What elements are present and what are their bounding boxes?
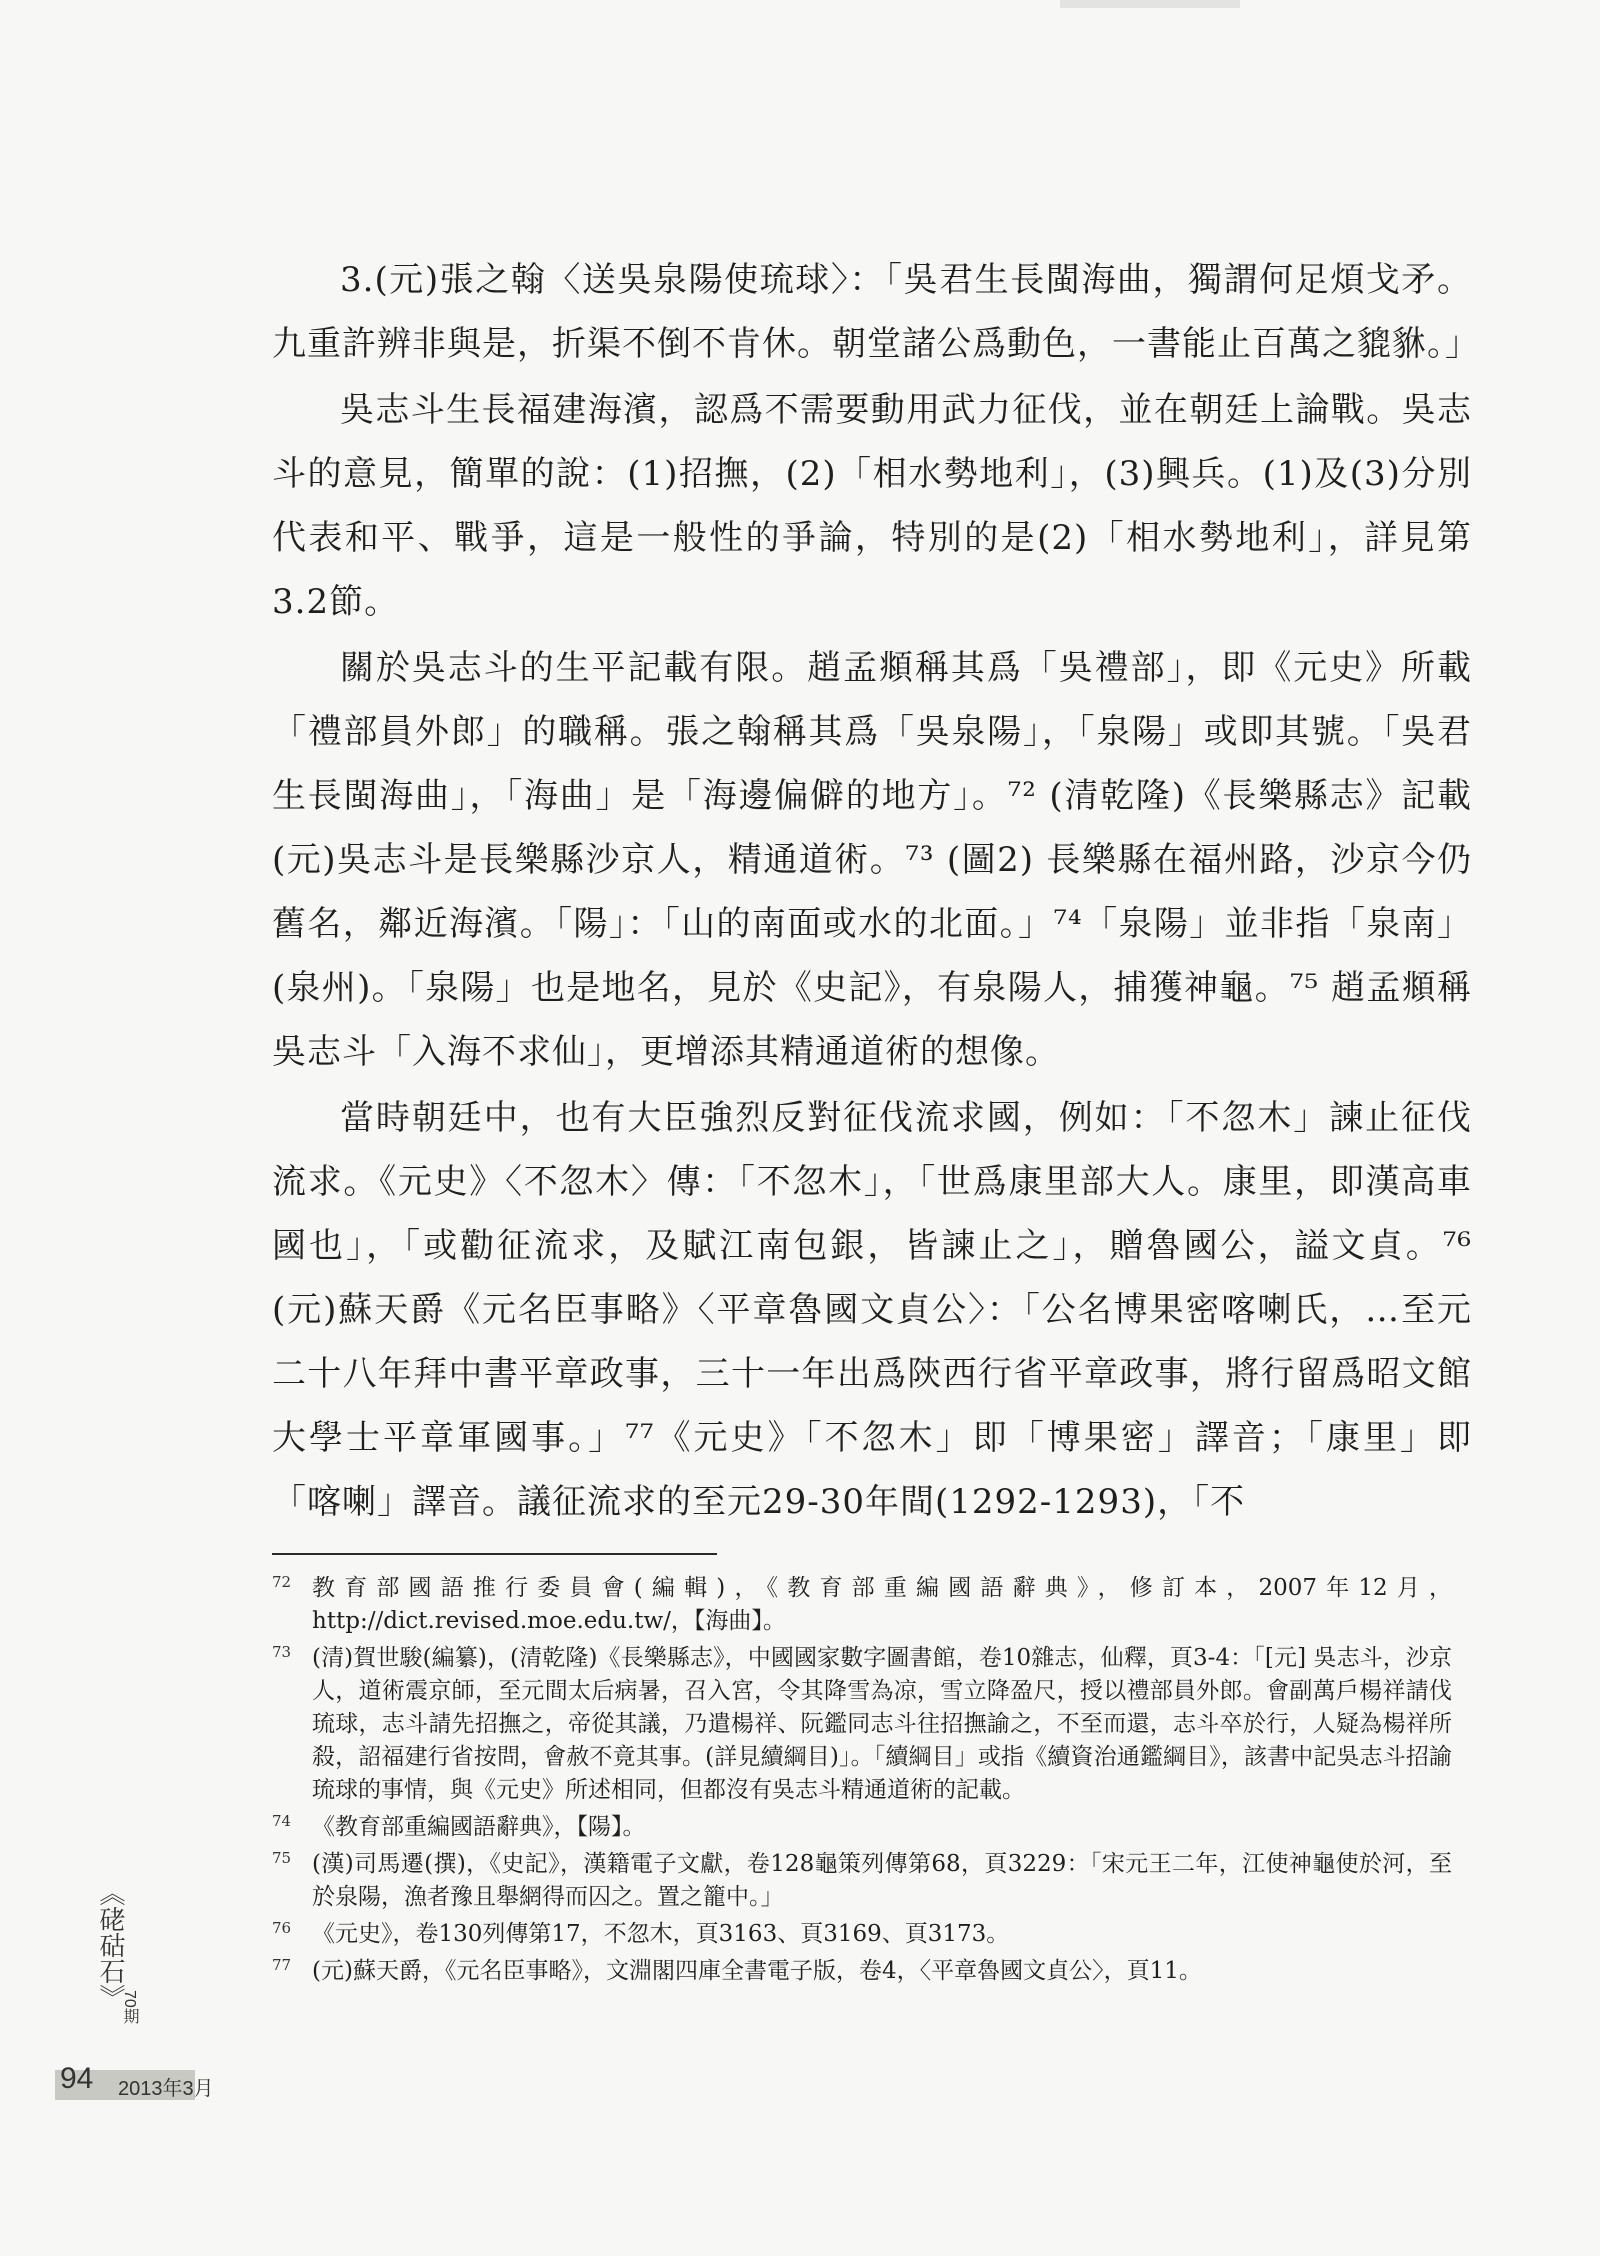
paragraph-2: 吳志斗生長福建海濱，認爲不需要動用武力征伐，並在朝廷上論戰。吳志斗的意見，簡單的說：(1)招撫，(2)「相水勢地利」，(3)興兵。(1)及(3)分別代表和平、戰爭，這是一般性的爭論，特別的是(2)「相水勢地利」，詳見第3.2節。	[272, 390, 1472, 622]
footnote-number: 73	[272, 1643, 292, 1661]
footnote-73	[272, 1642, 1452, 1807]
paragraph-1: 3.(元)張之翰〈送吳泉陽使琉球〉：「吳君生長閩海曲，獨謂何足煩戈矛。九重許辨非與是，折渠不倒不肯休。朝堂諸公爲動色，一書能止百萬之貔貅。」	[272, 260, 1480, 364]
footnote-text: 教育部國語推行委員會(編輯)，《教育部重編國語辭典》，修訂本，2007年12月，http://dict.revised.moe.edu.tw/，【海曲】。	[312, 1575, 1452, 1634]
scan-mark	[1060, 0, 1240, 8]
footnote-number: 72	[272, 1573, 292, 1591]
footnote-72	[272, 1572, 1452, 1638]
footnote-number: 77	[272, 1956, 292, 1974]
footnote-text: (漢)司馬遷(撰)，《史記》，漢籍電子文獻，卷128龜策列傳第68，頁3229：「宋元王二年，江使神龜使於河，至於泉陽，漁者豫且舉網得而囚之。置之籠中。」	[312, 1851, 1452, 1910]
footnote-text: 《元史》，卷130列傳第17，不忽木，頁3163、頁3169、頁3173。	[312, 1921, 1010, 1947]
footnote-divider	[272, 1553, 717, 1555]
footnote-number: 75	[272, 1849, 292, 1867]
paragraph-4: 當時朝廷中，也有大臣強烈反對征伐流求國，例如：「不忽木」諫止征伐流求。《元史》〈不忽木〉傳：「不忽木」，「世爲康里部大人。康里，即漢高車國也」，「或勸征流求，及賦江南包銀，皆諫止之」，贈魯國公，謚文貞。⁷⁶ (元)蘇天爵《元名臣事略》〈平章魯國文貞公〉：「公名博果密喀喇氏，…至元二十八年拜中書平章政事，三十一年出爲陝西行省平章政事，將行留爲昭文館大學士平章軍國事。」⁷⁷《元史》「不忽木」即「博果密」譯音；「康里」即「喀喇」譯音。議征流求的至元29-30年間(1292-1293)，「不	[272, 1098, 1472, 1522]
footnote-text: 《教育部重編國語辭典》，【陽】。	[312, 1814, 646, 1840]
footnote-76	[272, 1918, 1452, 1951]
journal-title: 《硓𥑮石》	[95, 1880, 125, 2010]
paragraph-3: 關於吳志斗的生平記載有限。趙孟頫稱其爲「吳禮部」，即《元史》所載「禮部員外郎」的職稱。張之翰稱其爲「吳泉陽」，「泉陽」或即其號。「吳君生長閩海曲」，「海曲」是「海邊偏僻的地方」。⁷² (清乾隆)《長樂縣志》記載(元)吳志斗是長樂縣沙京人，精通道術。⁷³ (圖2) 長樂縣在福州路，沙京今仍舊名，鄰近海濱。「陽」：「山的南面或水的北面。」⁷⁴「泉陽」並非指「泉南」(泉州)。「泉陽」也是地名，見於《史記》，有泉陽人，捕獲神龜。⁷⁵ 趙孟頫稱吳志斗「入海不求仙」，更增添其精通道術的想像。	[272, 648, 1472, 1072]
footnote-text: (清)賀世駿(編纂)，(清乾隆)《長樂縣志》，中國國家數字圖書館，卷10雜志，仙釋，頁3-4：「[元] 吳志斗，沙京人，道術震京師，至元間太后病暑，召入宮，令其降雪為凉，雪立降盈尺，授以禮部員外郎。會副萬戶楊祥請伐琉球，志斗請先招撫之，帝從其議，乃遣楊祥、阮鑑同志斗往招撫諭之，不至而還，志斗卒於行，人疑為楊祥所殺，詔福建行省按問，會赦不竟其事。(詳見續綱目)」。「續綱目」或指《續資治通鑑綱目》，該書中記吳志斗招諭琉球的事情，與《元史》所述相同，但都沒有吳志斗精通道術的記載。	[312, 1645, 1452, 1803]
footnote-number: 74	[272, 1812, 292, 1830]
footnote-74	[272, 1811, 1452, 1844]
footnote-77	[272, 1955, 1452, 1988]
footnote-text: (元)蘇天爵，《元名臣事略》，文淵閣四庫全書電子版，卷4，〈平章魯國文貞公〉，頁11。	[312, 1958, 1202, 1984]
footnote-number: 76	[272, 1919, 292, 1937]
journal-issue: 70期	[121, 1990, 138, 2024]
main-text	[272, 248, 1480, 1534]
footnotes	[272, 1572, 1452, 1992]
publication-date: 2013年3月	[118, 2078, 214, 2100]
page-number: 94	[60, 2062, 94, 2095]
footnote-75	[272, 1848, 1452, 1914]
